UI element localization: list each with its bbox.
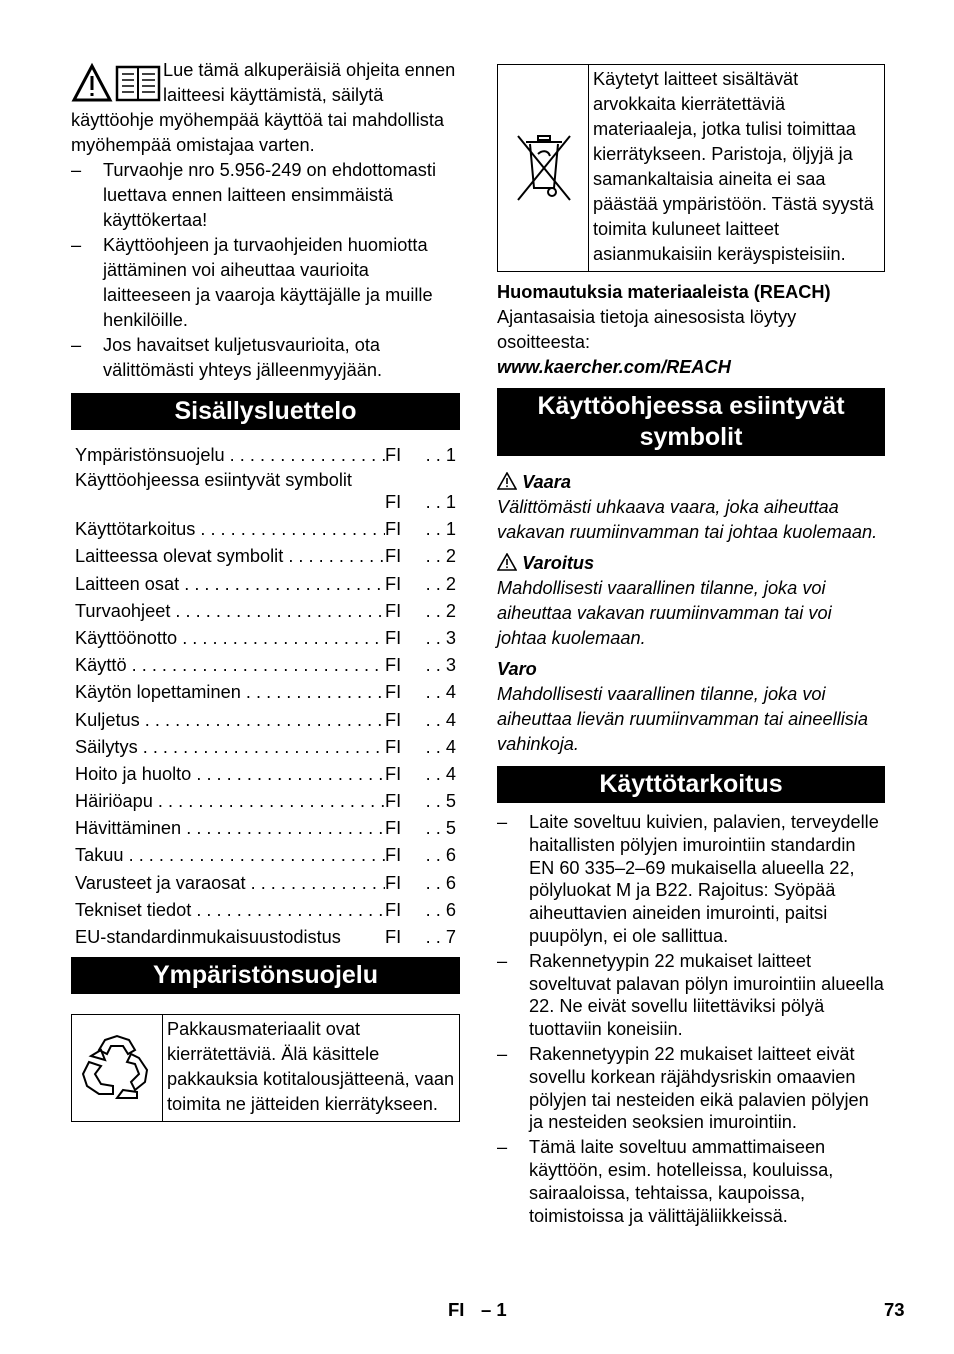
symbol-text: Mahdollisesti vaarallinen tilanne, joka voi aiheuttaa vakavan ruumiinvamman tai voi johtaa kuolemaan. [497,578,832,648]
symbol-warning [497,551,885,576]
intro-block [71,58,460,383]
toc-row[interactable]: Hävittäminen . . . FI . . 5 [75,815,456,842]
symbol-label: Varoitus [522,553,595,573]
right-column [497,58,885,1227]
intro-text: Lue tämä alkuperäisiä ohjeita ennen laitteesi käyttämistä, säilytä käyttöohje myöhempää käyttöä tai mahdollista myöhempää omistajaa varten. [71,60,456,155]
toc-row[interactable]: Käytön lopettaminen . . . FI . . 4 [75,679,456,706]
toc-row[interactable]: Hoito ja huolto . . . FI . . 4 [75,761,456,788]
warning-triangle-icon [497,553,517,571]
toc-row[interactable]: Häiriöapu . . . FI . . 5 [75,788,456,815]
symbols-list [497,470,885,757]
weee-box [497,64,885,272]
toc-row[interactable]: Käyttö . . . FI . . 3 [75,652,456,679]
list-item: – Laite soveltuu kuivien, palavien, terveydelle haitallisten pölyjen imurointiin standardin EN 60 335–2–69 mukaisella alueella 22, pölyluokat M ja B22. Rajoitus: Syöpää aiheuttavien aineiden imurointi, paitsi puupölyn, ei ole sallittua. [497,811,885,948]
symbol-caution [497,657,885,682]
toc-row[interactable]: Ympäristönsuojelu . . . FI . . 1 [75,442,456,469]
symbol-danger [497,470,885,495]
toc-row[interactable]: Takuu . . . FI . . 6 [75,842,456,869]
recycle-icon-cell [72,1015,163,1121]
list-item: – Turvaohje nro 5.956-249 on ehdottomasti luettava ennen laitteen ensimmäistä käyttökertaa! [71,158,460,233]
symbol-text: Välittömästi uhkaava vaara, joka aiheuttaa vakavan ruumiinvamman tai johtaa kuolemaan. [497,497,878,542]
intro-list [71,158,460,383]
list-item: – Tämä laite soveltuu ammattimaiseen käyttöön, esim. hotelleissa, kouluissa, sairaaloissa, tehtaissa, kaupoissa, toimistoissa ja välittäjäliikkeissä. [497,1136,885,1227]
intro-icons [71,62,163,107]
recycle-box [71,1014,460,1122]
toc-row[interactable]: Laitteen osat . . . FI . . 2 [75,571,456,598]
purpose-list [497,811,885,1227]
symbol-label: Varo [497,659,537,679]
symbol-label: Vaara [522,472,571,492]
toc-row[interactable]: EU-standardinmukaisuustodistus FI . . 7 [75,927,456,947]
purpose-heading: Käyttötarkoitus [497,766,885,803]
reach-title: Huomautuksia materiaaleista (REACH) [497,282,831,302]
toc-row[interactable]: Tekniset tiedot . . . FI . . 6 [75,897,456,924]
recycle-text: Pakkausmateriaalit ovat kierrätettäviä. Älä käsittele pakkauksia kotitalousjätteenä, vaan toimita ne jätteiden kierrätykseen. [167,1019,455,1115]
toc-row[interactable]: Käyttötarkoitus . . . FI . . 1 [75,516,456,543]
recycle-icon [79,1032,155,1104]
toc-row[interactable]: Turvaohjeet . . . FI . . 2 [75,598,456,625]
toc-row[interactable]: Säilytys . . . FI . . 4 [75,734,456,761]
toc-row[interactable]: Kuljetus . . . FI . . 4 [75,707,456,734]
page-number: 73 [884,1299,905,1320]
toc-row[interactable]: Laitteessa olevat symbolit . . . FI . . 2 [75,543,456,570]
warning-triangle-icon [497,472,517,490]
symbol-text: Mahdollisesti vaarallinen tilanne, joka voi aiheuttaa lievän ruumiinvamman tai aineellisia vahinkoja. [497,684,869,754]
list-item: – Jos havaitset kuljetusvaurioita, ota välittömästi yhteys jälleenmyyjään. [71,333,460,383]
toc-row[interactable]: Varusteet ja varaosat . . . FI . . 6 [75,870,456,897]
weee-icon-cell [498,65,589,271]
list-item: – Rakennetyypin 22 mukaiset laitteet soveltuvat palavan pölyn imurointiin alueella 22. Ne eivät sovellu liitettäviksi pölyä tuottaviin koneisiin. [497,950,885,1041]
list-item: – Käyttöohjeen ja turvaohjeiden huomiotta jättäminen voi aiheuttaa vaurioita laitteeseen ja vaaroja käyttäjälle ja muille henkilöille. [71,233,460,333]
manual-book-icon [117,67,159,100]
weee-text: Käytetyt laitteet sisältävät arvokkaita kierrätettäviä materiaaleja, jotka tulisi toimittaa kierrätykseen. Paristoja, öljyjä ja samankaltaisia aineita ei saa päästää ympäristöön. Tästä syystä toimita kuluneet laitteet asianmukaisiin keräyspisteisiin. [593,69,874,264]
warning-triangle-icon [71,62,163,104]
environment-heading: Ympäristönsuojelu [71,957,460,994]
crossed-bin-icon [508,128,578,208]
left-column [71,58,460,1122]
symbols-heading: Käyttöohjeessa esiintyvät symbolit [497,388,885,456]
toc-heading: Sisällysluettelo [71,393,460,430]
list-item: – Rakennetyypin 22 mukaiset laitteet eivät sovellu korkean räjähdysriskin omaavien pölyjen tai nesteiden eikä palavien pölyjen ja nesteiden seoksien imurointiin. [497,1043,885,1134]
reach-link[interactable]: www.kaercher.com/REACH [497,357,731,377]
toc-row[interactable]: Käyttöohjeessa esiintyvät symbolit FI . . 1 [75,470,456,513]
footer-lang: FI [448,1299,465,1320]
toc-row[interactable]: Käyttöönotto . . . FI . . 3 [75,625,456,652]
footer-section-page: – 1 [481,1299,507,1320]
table-of-contents [71,442,460,951]
reach-text: Ajantasaisia tietoja ainesosista löytyy osoitteesta: [497,307,797,352]
